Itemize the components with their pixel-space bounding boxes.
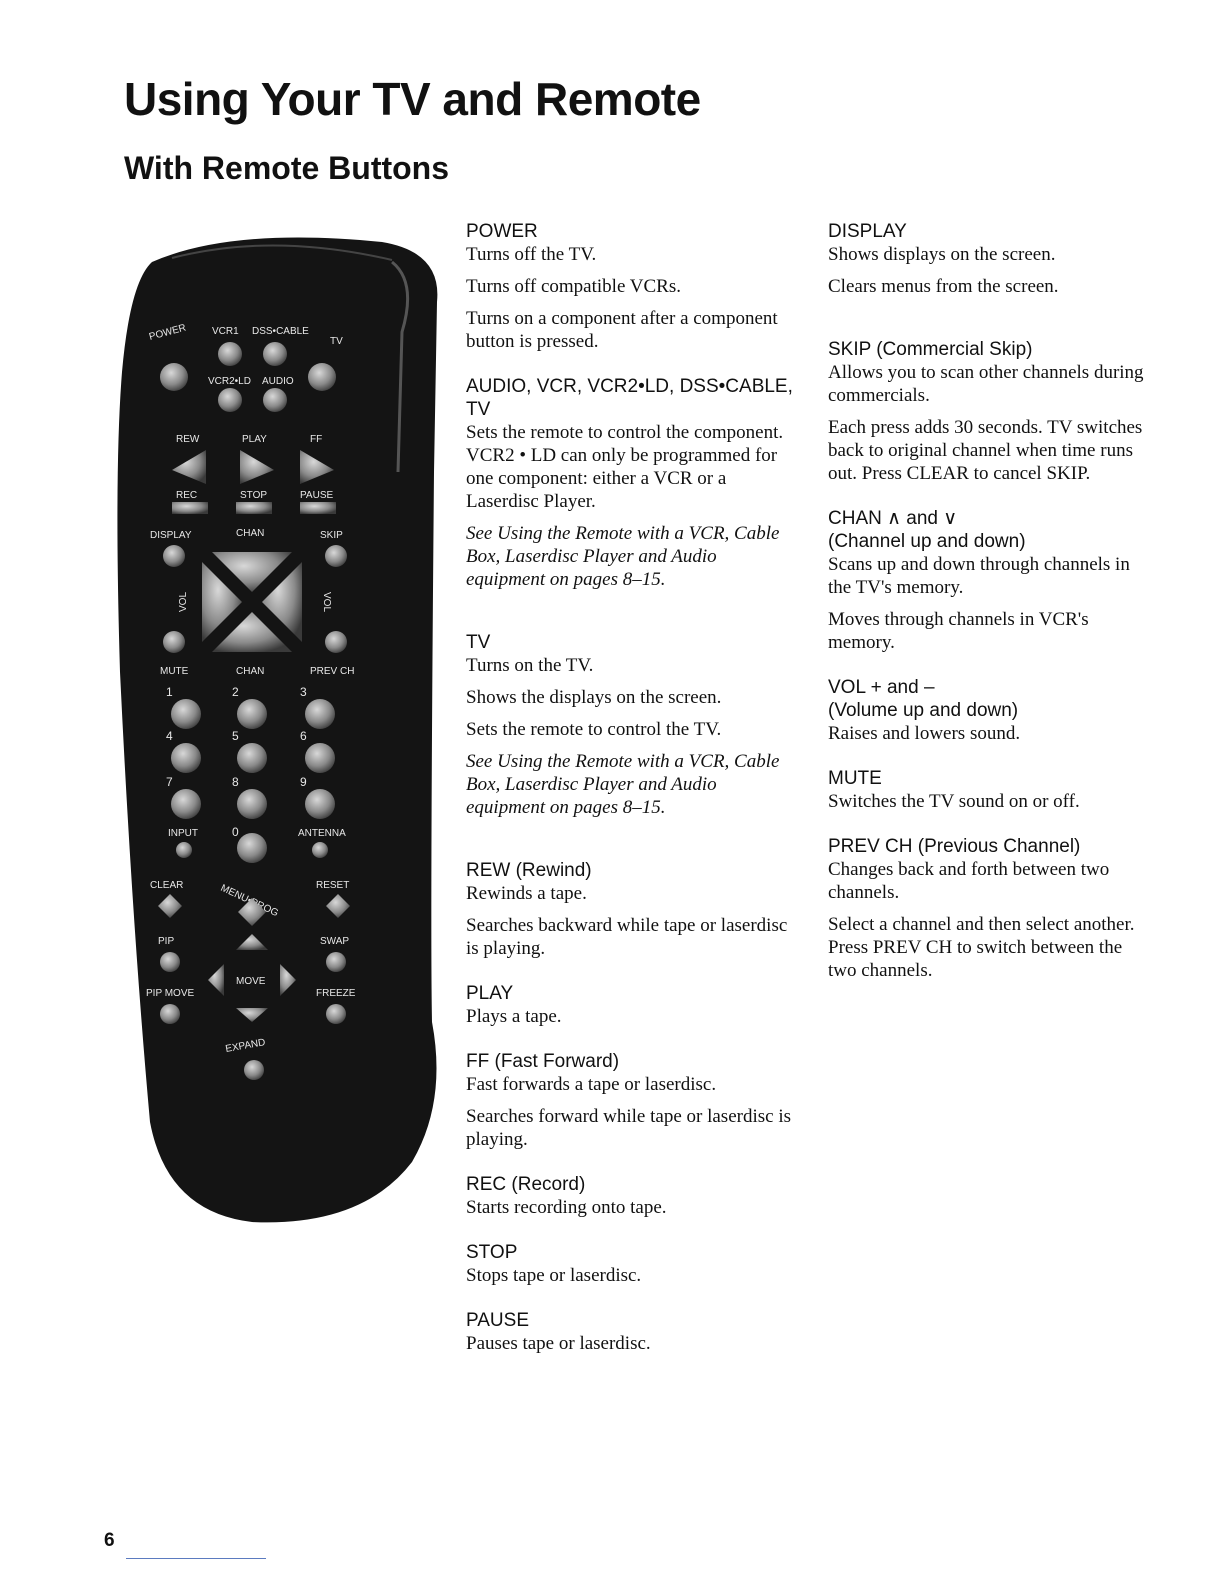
heading-play: PLAY — [466, 983, 514, 1004]
remote-label-skip: SKIP — [320, 530, 343, 541]
remote-label-reset: RESET — [316, 880, 350, 891]
remote-button-1[interactable] — [171, 699, 201, 729]
remote-button-input[interactable] — [176, 842, 192, 858]
remote-label-vol-left: VOL — [178, 591, 189, 612]
remote-button-skip[interactable] — [325, 545, 347, 567]
remote-label-prev-ch: PREV CH — [310, 666, 355, 677]
entry-display — [828, 220, 1148, 298]
heading-rew: REW (Rewind) — [466, 860, 592, 881]
entry-play — [466, 982, 796, 1028]
remote-label-input: INPUT — [168, 828, 198, 839]
heading-power: POWER — [466, 221, 538, 242]
entry-prev-ch — [828, 835, 1148, 982]
heading-ff: FF (Fast Forward) — [466, 1051, 620, 1072]
remote-label-1: 1 — [166, 685, 173, 699]
tv-text-2: Shows the displays on the screen. — [466, 687, 722, 708]
tv-reference: See Using the Remote with a VCR, Cable Box, Laserdisc Player and Audio equipment on pages 8–15. — [466, 751, 780, 818]
prev-ch-text-2: Select a channel and then select another. Press PREV CH to switch between the two channels. — [828, 914, 1135, 981]
remote-label-8: 8 — [232, 775, 239, 789]
remote-button-pip[interactable] — [160, 952, 180, 972]
chan-text-1: Scans up and down through channels in the TV's memory. — [828, 554, 1130, 598]
remote-button-power[interactable] — [160, 363, 188, 391]
remote-label-play: PLAY — [242, 434, 267, 445]
display-text-2: Clears menus from the screen. — [828, 276, 1059, 297]
remote-label-5: 5 — [232, 729, 239, 743]
remote-control-illustration — [112, 222, 442, 1232]
remote-label-antenna: ANTENNA — [298, 828, 346, 839]
entry-pause — [466, 1309, 796, 1355]
entry-rec — [466, 1173, 796, 1219]
remote-label-power: POWER — [147, 322, 188, 343]
remote-button-rec[interactable] — [172, 502, 208, 514]
remote-button-display[interactable] — [163, 545, 185, 567]
heading-rec: REC (Record) — [466, 1174, 586, 1195]
remote-label-tv: TV — [330, 336, 343, 347]
remote-button-vcr1[interactable] — [218, 342, 242, 366]
stop-text-1: Stops tape or laserdisc. — [466, 1265, 642, 1286]
entry-skip — [828, 338, 1148, 485]
remote-label-mute: MUTE — [160, 666, 189, 677]
ff-text-2: Searches forward while tape or laserdisc is playing. — [466, 1106, 791, 1150]
remote-label-expand: EXPAND — [224, 1037, 267, 1055]
audio-vcr-text-1: Sets the remote to control the component. VCR2 • LD can only be programmed for one component: either a VCR or a Laserdisc Player. — [466, 422, 784, 512]
remote-button-2[interactable] — [237, 699, 267, 729]
audio-vcr-reference: See Using the Remote with a VCR, Cable Box, Laserdisc Player and Audio equipment on pages 8–15. — [466, 523, 780, 590]
remote-button-3[interactable] — [305, 699, 335, 729]
remote-label-vcr2ld: VCR2•LD — [208, 376, 251, 387]
page-number: 6 — [104, 1530, 115, 1551]
remote-button-antenna[interactable] — [312, 842, 328, 858]
entry-power — [466, 220, 796, 353]
remote-label-display: DISPLAY — [150, 530, 192, 541]
remote-label-swap: SWAP — [320, 936, 350, 947]
remote-button-dss-cable[interactable] — [263, 342, 287, 366]
power-text-3: Turns on a component after a component button is pressed. — [466, 308, 778, 352]
entry-rew — [466, 859, 796, 960]
remote-label-3: 3 — [300, 685, 307, 699]
heading-display: DISPLAY — [828, 221, 907, 242]
entry-mute — [828, 767, 1148, 813]
entry-ff — [466, 1050, 796, 1151]
right-column — [828, 220, 1148, 1004]
heading-mute: MUTE — [828, 768, 882, 789]
remote-button-expand[interactable] — [244, 1060, 264, 1080]
remote-label-rec: REC — [176, 490, 198, 501]
tv-text-3: Sets the remote to control the TV. — [466, 719, 722, 740]
play-text-1: Plays a tape. — [466, 1006, 562, 1027]
entry-vol — [828, 676, 1148, 745]
heading-tv: TV — [466, 632, 491, 653]
remote-button-pause[interactable] — [300, 502, 336, 514]
remote-label-pip: PIP — [158, 936, 175, 947]
skip-text-1: Allows you to scan other channels during commercials. — [828, 362, 1144, 406]
vol-text-1: Raises and lowers sound. — [828, 723, 1021, 744]
remote-button-8[interactable] — [237, 789, 267, 819]
remote-label-4: 4 — [166, 729, 173, 743]
remote-label-chan-bottom: CHAN — [236, 666, 265, 677]
pause-text-1: Pauses tape or laserdisc. — [466, 1333, 651, 1354]
prev-ch-text-1: Changes back and forth between two channels. — [828, 859, 1110, 903]
remote-label-pip-move: PIP MOVE — [146, 988, 195, 999]
remote-label-move: MOVE — [236, 976, 266, 987]
power-text-1: Turns off the TV. — [466, 244, 597, 265]
remote-button-freeze[interactable] — [326, 1004, 346, 1024]
remote-button-stop[interactable] — [236, 502, 272, 514]
chan-subheading: (Channel up and down) — [828, 531, 1026, 552]
remote-label-9: 9 — [300, 775, 307, 789]
remote-label-pause: PAUSE — [300, 490, 334, 501]
tv-text-1: Turns on the TV. — [466, 655, 594, 676]
remote-label-audio: AUDIO — [262, 376, 294, 387]
rew-text-1: Rewinds a tape. — [466, 883, 587, 904]
remote-button-7[interactable] — [171, 789, 201, 819]
remote-button-tv[interactable] — [308, 363, 336, 391]
entry-stop — [466, 1241, 796, 1287]
remote-button-vcr2ld[interactable] — [218, 388, 242, 412]
heading-prev-ch: PREV CH (Previous Channel) — [828, 836, 1081, 857]
remote-button-6[interactable] — [305, 743, 335, 773]
remote-button-0[interactable] — [237, 833, 267, 863]
remote-label-ff: FF — [310, 434, 323, 445]
heading-audio-vcr: AUDIO, VCR, VCR2•LD, DSS•CABLE, TV — [466, 376, 793, 420]
entry-chan — [828, 507, 1148, 654]
remote-label-rew: REW — [176, 434, 200, 445]
remote-button-swap[interactable] — [326, 952, 346, 972]
vol-subheading: (Volume up and down) — [828, 700, 1019, 721]
power-text-2: Turns off compatible VCRs. — [466, 276, 682, 297]
remote-label-7: 7 — [166, 775, 173, 789]
entry-audio-vcr — [466, 375, 796, 591]
heading-skip: SKIP (Commercial Skip) — [828, 339, 1033, 360]
heading-stop: STOP — [466, 1242, 518, 1263]
remote-button-prev-ch[interactable] — [325, 631, 347, 653]
page-title: Using Your TV and Remote — [124, 73, 701, 125]
heading-vol: VOL + and – — [828, 677, 935, 698]
display-text-1: Shows displays on the screen. — [828, 244, 1056, 265]
chan-text-2: Moves through channels in VCR's memory. — [828, 609, 1089, 653]
entry-tv — [466, 631, 796, 819]
remote-label-2: 2 — [232, 685, 239, 699]
mute-text-1: Switches the TV sound on or off. — [828, 791, 1080, 812]
remote-button-mute[interactable] — [163, 631, 185, 653]
rew-text-2: Searches backward while tape or laserdisc is playing. — [466, 915, 788, 959]
remote-label-0: 0 — [232, 825, 239, 839]
remote-button-pip-move[interactable] — [160, 1004, 180, 1024]
heading-chan: CHAN ∧ and ∨ — [828, 508, 958, 529]
middle-column — [466, 220, 796, 1377]
ff-text-1: Fast forwards a tape or laserdisc. — [466, 1074, 717, 1095]
heading-pause: PAUSE — [466, 1310, 530, 1331]
remote-button-9[interactable] — [305, 789, 335, 819]
remote-label-vol-right: VOL — [321, 592, 332, 613]
remote-button-audio[interactable] — [263, 388, 287, 412]
remote-button-4[interactable] — [171, 743, 201, 773]
rec-text-1: Starts recording onto tape. — [466, 1197, 667, 1218]
remote-button-5[interactable] — [237, 743, 267, 773]
remote-label-vcr1: VCR1 — [212, 326, 239, 337]
remote-label-6: 6 — [300, 729, 307, 743]
remote-label-freeze: FREEZE — [316, 988, 356, 999]
footer-rule — [126, 1558, 266, 1559]
remote-label-clear: CLEAR — [150, 880, 184, 891]
skip-text-2: Each press adds 30 seconds. TV switches back to original channel when time runs out. Press CLEAR to cancel SKIP. — [828, 417, 1143, 484]
remote-label-stop: STOP — [240, 490, 268, 501]
page-subtitle: With Remote Buttons — [124, 150, 450, 186]
remote-label-dss-cable: DSS•CABLE — [252, 326, 309, 337]
remote-label-chan-top: CHAN — [236, 528, 265, 539]
